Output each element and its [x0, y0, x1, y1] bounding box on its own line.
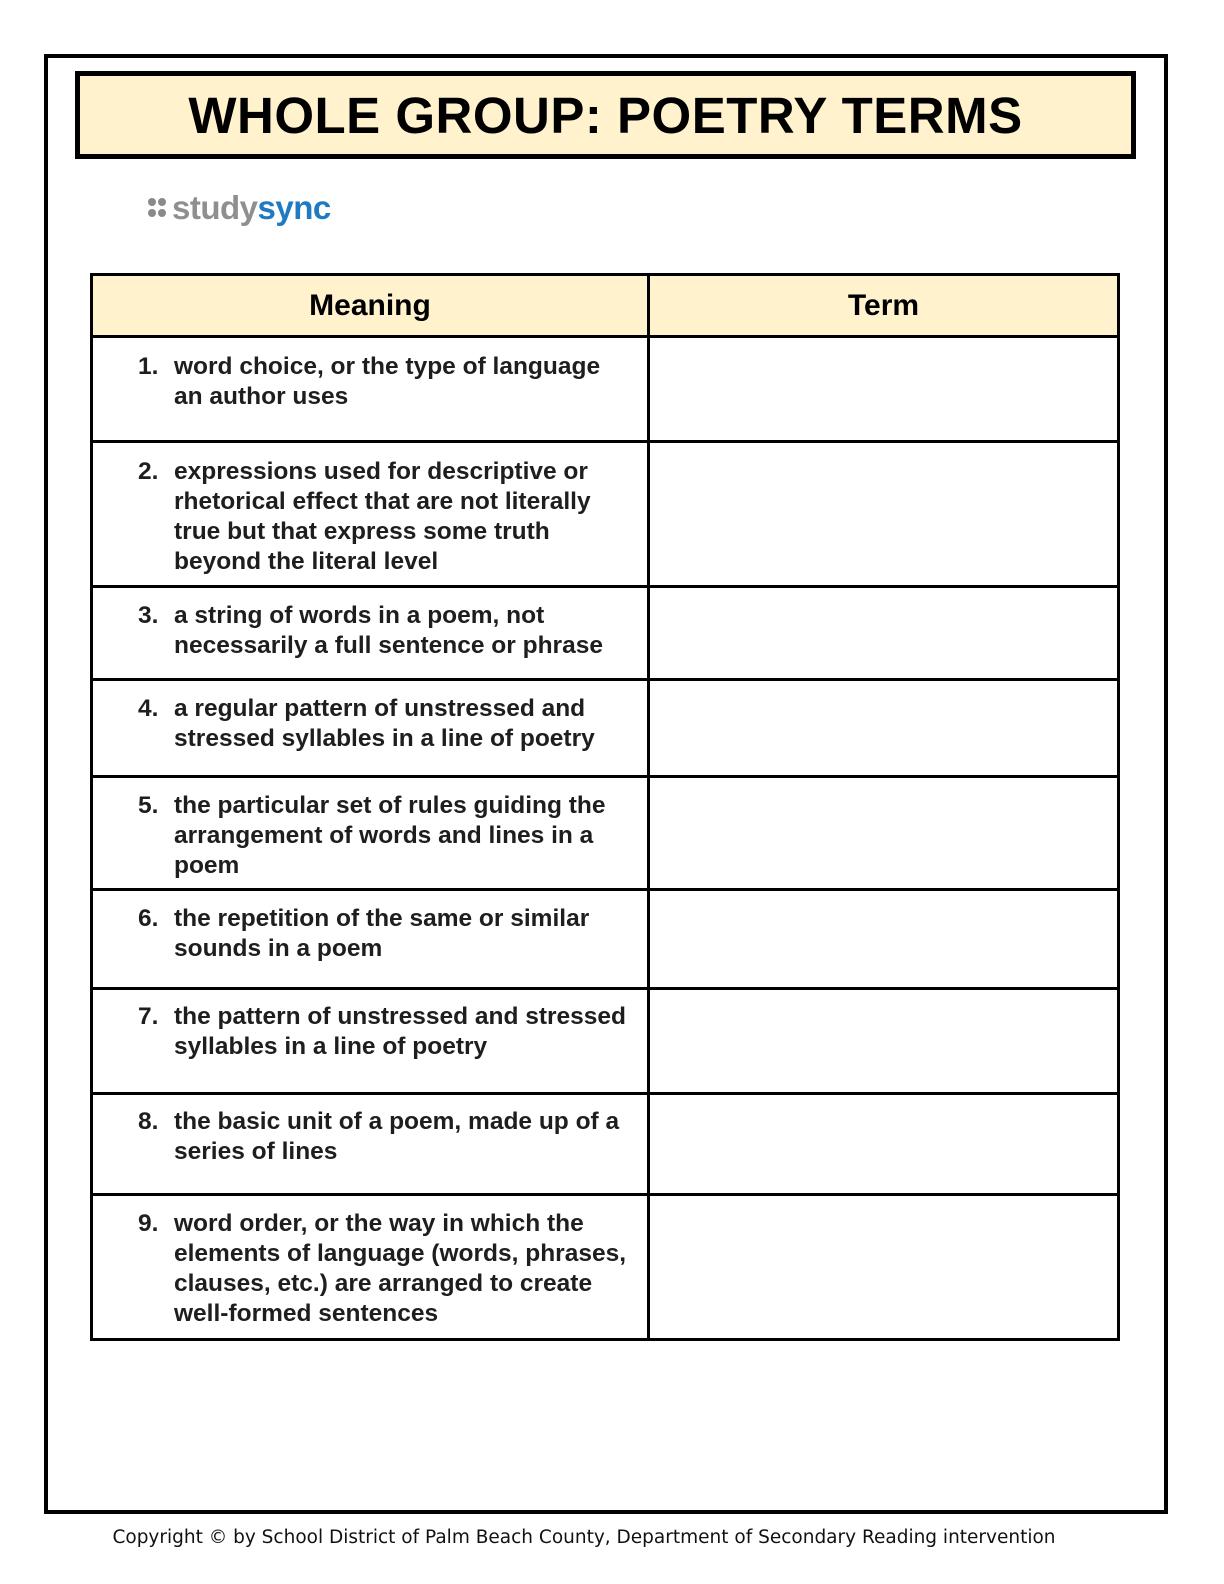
logo-text-sync: sync [257, 189, 331, 226]
meaning-text: the pattern of unstressed and stressed syllables in a line of poetry [174, 1003, 627, 1060]
term-answer-cell[interactable] [649, 1195, 1119, 1340]
meaning-text: expressions used for descriptive or rhetorical effect that are not literally true but that express some truth beyond the literal level [174, 458, 591, 575]
title-banner [75, 71, 1136, 159]
table-row [92, 1195, 1119, 1340]
meaning-text: word order, or the way in which the elements of language (words, phrases, clauses, etc.) are arranged to create well-formed sentences [174, 1210, 627, 1327]
item-number: 3. [138, 602, 159, 629]
table-row [92, 587, 1119, 680]
table-row [92, 337, 1119, 442]
term-answer-cell[interactable] [649, 989, 1119, 1094]
table-row [92, 680, 1119, 777]
meaning-text: word choice, or the type of language an author uses [174, 353, 601, 410]
meaning-cell [92, 442, 649, 587]
item-number: 1. [138, 353, 159, 380]
page-title: WHOLE GROUP: POETRY TERMS [188, 86, 1023, 144]
term-answer-cell[interactable] [649, 1094, 1119, 1195]
term-answer-cell[interactable] [649, 587, 1119, 680]
table-row [92, 890, 1119, 989]
term-answer-cell[interactable] [649, 680, 1119, 777]
meaning-cell [92, 1195, 649, 1340]
meaning-text: the basic unit of a poem, made up of a series of lines [174, 1108, 620, 1165]
table-row [92, 989, 1119, 1094]
item-number: 9. [138, 1210, 159, 1237]
table-row [92, 442, 1119, 587]
dots-icon [148, 197, 168, 219]
meaning-text: a string of words in a poem, not necessarily a full sentence or phrase [174, 602, 603, 659]
table-row [92, 777, 1119, 890]
term-answer-cell[interactable] [649, 890, 1119, 989]
meaning-cell [92, 1094, 649, 1195]
table-row [92, 1094, 1119, 1195]
meaning-cell [92, 989, 649, 1094]
column-header-meaning: Meaning [92, 275, 649, 337]
item-number: 6. [138, 905, 159, 932]
meaning-text: the repetition of the same or similar sounds in a poem [174, 905, 590, 962]
column-header-term: Term [649, 275, 1119, 337]
item-number: 8. [138, 1108, 159, 1135]
term-answer-cell[interactable] [649, 337, 1119, 442]
logo-text-study: study [172, 189, 258, 226]
studysync-logo [148, 186, 331, 230]
meaning-cell [92, 337, 649, 442]
item-number: 2. [138, 458, 159, 485]
item-number: 4. [138, 695, 159, 722]
meaning-cell [92, 587, 649, 680]
poetry-terms-table [90, 273, 1120, 1341]
meaning-text: a regular pattern of unstressed and stressed syllables in a line of poetry [174, 695, 595, 752]
term-answer-cell[interactable] [649, 777, 1119, 890]
meaning-text: the particular set of rules guiding the arrangement of words and lines in a poem [174, 792, 606, 879]
meaning-cell [92, 777, 649, 890]
table-header-row [92, 275, 1119, 337]
item-number: 7. [138, 1003, 159, 1030]
copyright-footer: Copyright © by School District of Palm Beach County, Department of Secondary Reading intervention [112, 1527, 1056, 1548]
meaning-cell [92, 890, 649, 989]
term-answer-cell[interactable] [649, 442, 1119, 587]
item-number: 5. [138, 792, 159, 819]
meaning-cell [92, 680, 649, 777]
